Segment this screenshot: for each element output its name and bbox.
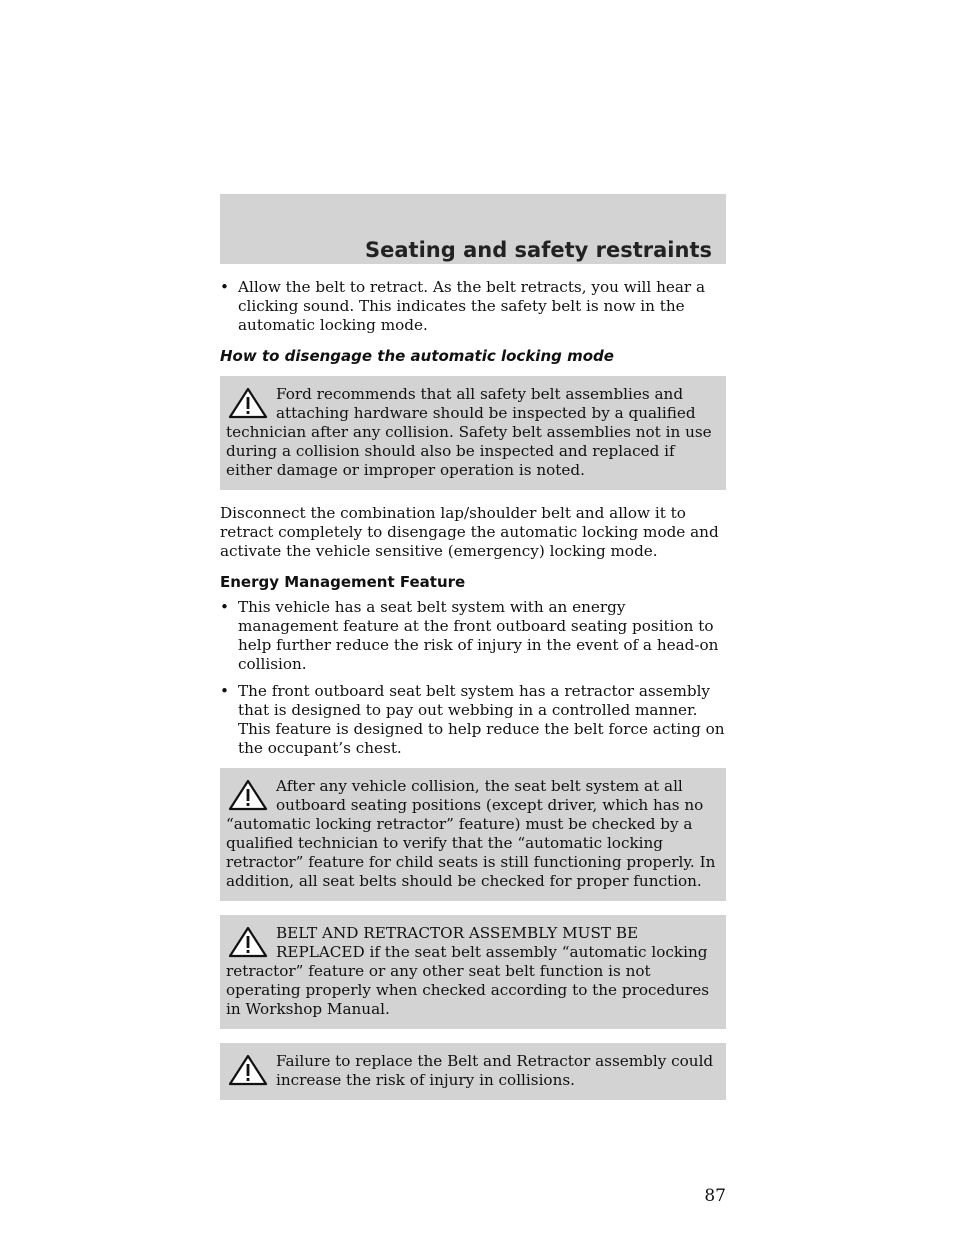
bullet-item — [220, 682, 726, 758]
warning-box — [220, 376, 726, 490]
warning-box — [220, 1043, 726, 1100]
bullet-text: The front outboard seat belt system has a retractor assembly that is designed to pay out webbing in a controlled manner. This feature is designed to help reduce the belt force acting on the occupant’s chest. — [238, 682, 725, 757]
bullet-item — [220, 598, 726, 674]
warning-text: Ford recommends that all safety belt assemblies and attaching hardware should be inspected by a qualified technician after any collision. Safety belt assemblies not in use during a collision should also be inspected and replaced if either damage or improper operation is noted. — [226, 385, 712, 479]
page-content — [220, 278, 726, 1114]
bullet-text: This vehicle has a seat belt system with an energy management feature at the front outboard seating position to help further reduce the risk of injury in the event of a head-on collision. — [238, 598, 719, 673]
header-band — [220, 194, 726, 264]
bullet-symbol: • — [220, 598, 229, 616]
page-number: 87 — [704, 1186, 726, 1206]
bullet-symbol: • — [220, 682, 229, 700]
warning-triangle-icon — [228, 779, 268, 811]
warning-text: After any vehicle collision, the seat belt system at all outboard seating positions (except driver, which has no “automatic locking retractor” feature) must be checked by a qualified technician to verify that the “automatic locking retractor” feature for child seats is still functioning properly. In addition, all seat belts should be checked for proper function. — [226, 777, 716, 890]
warning-triangle-icon — [228, 926, 268, 958]
section-heading: How to disengage the automatic locking mode — [220, 347, 614, 365]
warning-text: Failure to replace the Belt and Retractor assembly could increase the risk of injury in collisions. — [276, 1052, 714, 1089]
bullet-symbol: • — [220, 278, 229, 296]
bullet-text: Allow the belt to retract. As the belt retracts, you will hear a clicking sound. This indicates the safety belt is now in the automatic locking mode. — [238, 278, 706, 334]
bullet-item — [220, 278, 726, 335]
page-header-title: Seating and safety restraints — [365, 238, 712, 262]
section-heading: Energy Management Feature — [220, 573, 466, 591]
warning-box — [220, 768, 726, 901]
warning-triangle-icon — [228, 1054, 268, 1086]
body-paragraph: Disconnect the combination lap/shoulder belt and allow it to retract completely to disengage the automatic locking mode and activate the vehicle sensitive (emergency) locking mode. — [220, 504, 719, 560]
warning-text: BELT AND RETRACTOR ASSEMBLY MUST BE REPLACED if the seat belt assembly “automatic locking retractor” feature or any other seat belt function is not operating properly when checked according to the procedures in Workshop Manual. — [226, 924, 710, 1018]
warning-box — [220, 915, 726, 1029]
warning-triangle-icon — [228, 387, 268, 419]
